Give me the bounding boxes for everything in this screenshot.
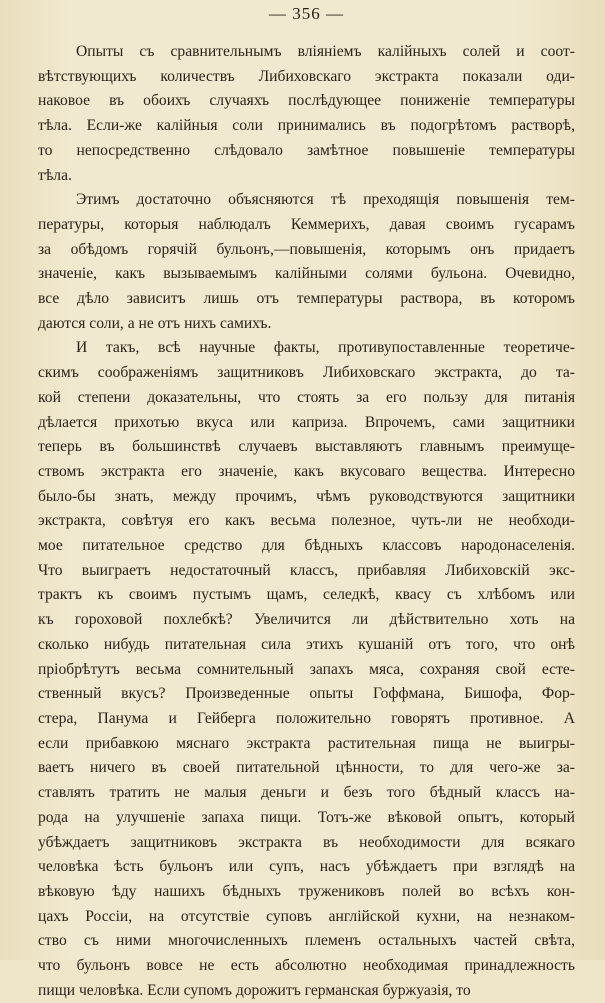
- text-line: даются соли, а не отъ нихъ самихъ.: [38, 314, 272, 332]
- text-line: наковое въ обоихъ случаяхъ послѣдующее пониженіе температуры: [38, 92, 575, 110]
- text-line: скимъ соображеніямъ защитниковъ Либиховскаго экстракта, до та-: [38, 364, 575, 382]
- text-line: ваетъ ничего въ своей питательной цѣнности, то для чего-же за-: [38, 759, 575, 777]
- paragraph: [38, 336, 575, 1003]
- text-line: вѣтствующихъ количествъ Либиховскаго экстракта показали оди-: [38, 67, 575, 85]
- text-line: Опыты съ сравнительнымъ вліяніемъ калійныхъ солей и соот-: [76, 43, 575, 60]
- text-line: человѣка ѣсть бульонъ или супъ, насъ убѣждаетъ при взглядѣ на: [38, 858, 575, 876]
- text-line: пріобрѣтутъ весьма сомнительный запахъ мяса, сохраняя свой есте-: [38, 660, 575, 678]
- text-line: И такъ, всѣ научные факты, противупоставленные теоретиче-: [76, 339, 575, 357]
- text-line: Что выиграетъ недостаточный классъ, прибавляя Либиховскій экс-: [38, 561, 575, 579]
- text-line: тѣла.: [38, 166, 72, 184]
- text-line: вѣковую ѣду нашихъ бѣдныхъ тружениковъ полей во всѣхъ кон-: [38, 882, 575, 900]
- body-text: [38, 40, 575, 1003]
- text-line: трактъ къ своимъ пустымъ щамъ, селедкѣ, квасу съ хлѣбомъ или: [38, 586, 575, 604]
- text-line: если прибавкою мяснаго экстракта растительная пища не выигры-: [38, 734, 575, 752]
- text-line: значеніе, какъ вызываемымъ калійными солями бульона. Очевидно,: [38, 265, 575, 283]
- text-line: дѣлается прихотью вкуса или каприза. Впрочемъ, сами защитники: [38, 413, 575, 431]
- text-line: все дѣло зависитъ лишь отъ температуры раствора, въ которомъ: [38, 290, 575, 308]
- text-line: ство съ ними многочисленныхъ племенъ остальныхъ частей свѣта,: [38, 932, 575, 950]
- text-line: сколько нибудь питательная сила этихъ кушаній отъ того, что онѣ: [38, 635, 575, 653]
- text-line: то непосредственно слѣдовало замѣтное повышеніе температуры: [38, 141, 575, 159]
- text-line: мое питательное средство для бѣдныхъ классовъ народонаселенія.: [38, 537, 575, 555]
- text-line: цахъ Россіи, на отсутствіе суповъ англійской кухни, на незнаком-: [38, 907, 575, 925]
- text-line: экстракта, совѣтуя его какъ весьма полезное, чуть-ли не необходи-: [38, 512, 575, 530]
- text-line: кой степени доказательны, что стоять за его пользу для питанія: [38, 388, 575, 406]
- text-line: было-бы знать, между прочимъ, чѣмъ руководствуются защитники: [38, 487, 575, 505]
- text-line: за обѣдомъ горячій бульонъ,—повышенія, которымъ онъ придаетъ: [38, 240, 575, 258]
- paragraph: [38, 40, 575, 188]
- page-number: — 356 —: [269, 4, 344, 23]
- text-line: ставлять тратить не малыя деньги и безъ того бѣдный классъ на-: [38, 784, 575, 802]
- text-line: теперь въ большинствѣ случаевъ выставляютъ главнымъ преимуще-: [38, 438, 575, 456]
- text-line: что бульонъ вовсе не есть абсолютно необходимая принадлежность: [38, 957, 575, 975]
- text-line: пературы, которыя наблюдалъ Кеммерихъ, давая своимъ гусарамъ: [38, 215, 575, 233]
- text-line: къ гороховой похлебкѣ? Увеличится ли дѣйствительно хоть на: [38, 611, 575, 629]
- text-line: тѣла. Если-же калійныя соли принимались въ подогрѣтомъ растворѣ,: [38, 117, 575, 135]
- paragraph: [38, 188, 575, 336]
- text-line: пищи человѣка. Если супомъ дорожитъ германская буржуазія, то: [38, 981, 471, 999]
- text-line: Этимъ достаточно объясняются тѣ преходящія повышенія тем-: [76, 191, 575, 209]
- text-line: рода на улучшеніе запаха пищи. Тотъ-же вѣковой опытъ, который: [38, 808, 575, 826]
- text-line: ственный вкусъ? Произведенные опыты Гоффмана, Бишофа, Фор-: [38, 685, 575, 703]
- text-line: убѣждаетъ защитниковъ экстракта въ необходимости для всякаго: [38, 833, 575, 851]
- text-line: ствомъ экстракта его значеніе, какъ вкусоваго вещества. Интересно: [38, 462, 575, 480]
- text-line: стера, Панума и Гейберга положительно говорятъ противное. А: [38, 709, 575, 727]
